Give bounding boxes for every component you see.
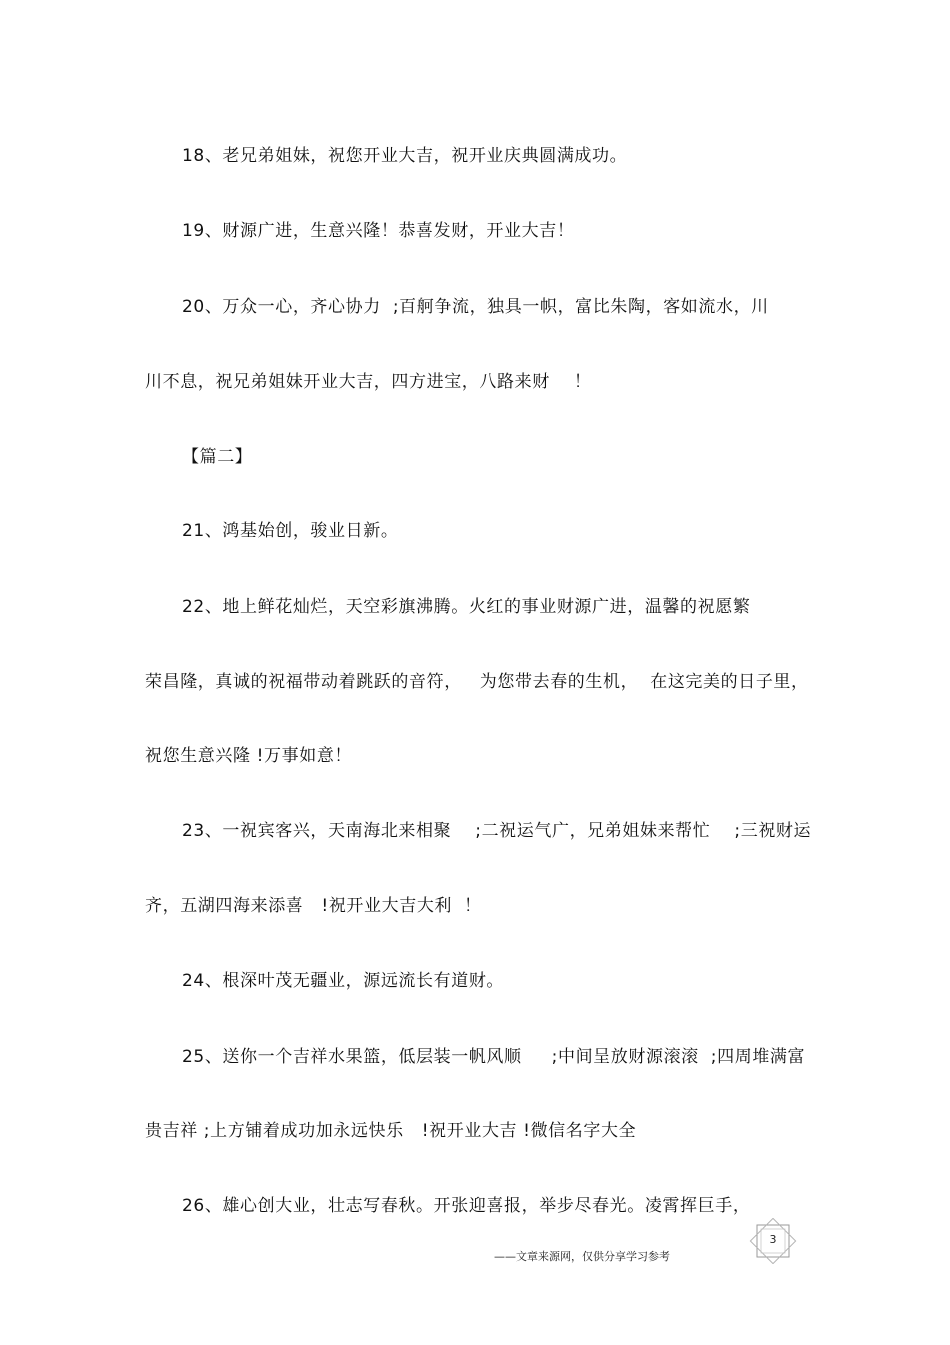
paragraph-line-22-end: 祝您生意兴隆 !万事如意！ bbox=[145, 746, 353, 766]
paragraph-line-19: 19、财源广进，生意兴隆！恭喜发财，开业大吉！ bbox=[182, 221, 575, 241]
paragraph-line-24: 24、根深叶茂无疆业，源远流长有道财。 bbox=[182, 971, 505, 991]
paragraph-line-20: 20、万众一心，齐心协力 ;百舸争流，独具一帜，富比朱陶，客如流水，川 bbox=[182, 297, 769, 317]
paragraph-line-26: 26、雄心创大业，壮志写春秋。开张迎喜报，举步尽春光。凌霄挥巨手， bbox=[182, 1196, 751, 1216]
paragraph-line-25-cont: 贵吉祥 ;上方铺着成功加永远快乐 !祝开业大吉 !微信名字大全 bbox=[145, 1121, 637, 1141]
section-heading: 【篇二】 bbox=[182, 447, 253, 467]
paragraph-line-21: 21、鸿基始创，骏业日新。 bbox=[182, 521, 399, 541]
paragraph-line-25: 25、送你一个吉祥水果篮，低层装一帆风顺 ;中间呈放财源滚滚 ;四周堆满富 bbox=[182, 1047, 806, 1067]
paragraph-line-22-cont: 荣昌隆，真诚的祝福带动着跳跃的音符， 为您带去春的生机， 在这完美的日子里， bbox=[145, 672, 809, 692]
paragraph-line-20-cont: 川不息，祝兄弟姐妹开业大吉，四方进宝，八路来财 ！ bbox=[145, 372, 592, 392]
paragraph-line-23: 23、一祝宾客兴，天南海北来相聚 ;二祝运气广，兄弟姐妹来帮忙 ;三祝财运 bbox=[182, 821, 812, 841]
paragraph-line-22: 22、地上鲜花灿烂，天空彩旗沸腾。火红的事业财源广进，温馨的祝愿繁 bbox=[182, 597, 751, 617]
page-number: 3 bbox=[769, 1233, 777, 1246]
paragraph-line-23-cont: 齐，五湖四海来添喜 !祝开业大吉大利 ！ bbox=[145, 896, 482, 916]
page-number-badge bbox=[749, 1218, 797, 1264]
paragraph-line-18: 18、老兄弟姐妹，祝您开业大吉，祝开业庆典圆满成功。 bbox=[182, 146, 628, 166]
footer-note: ——文章来源网，仅供分享学习参考 bbox=[494, 1250, 670, 1263]
